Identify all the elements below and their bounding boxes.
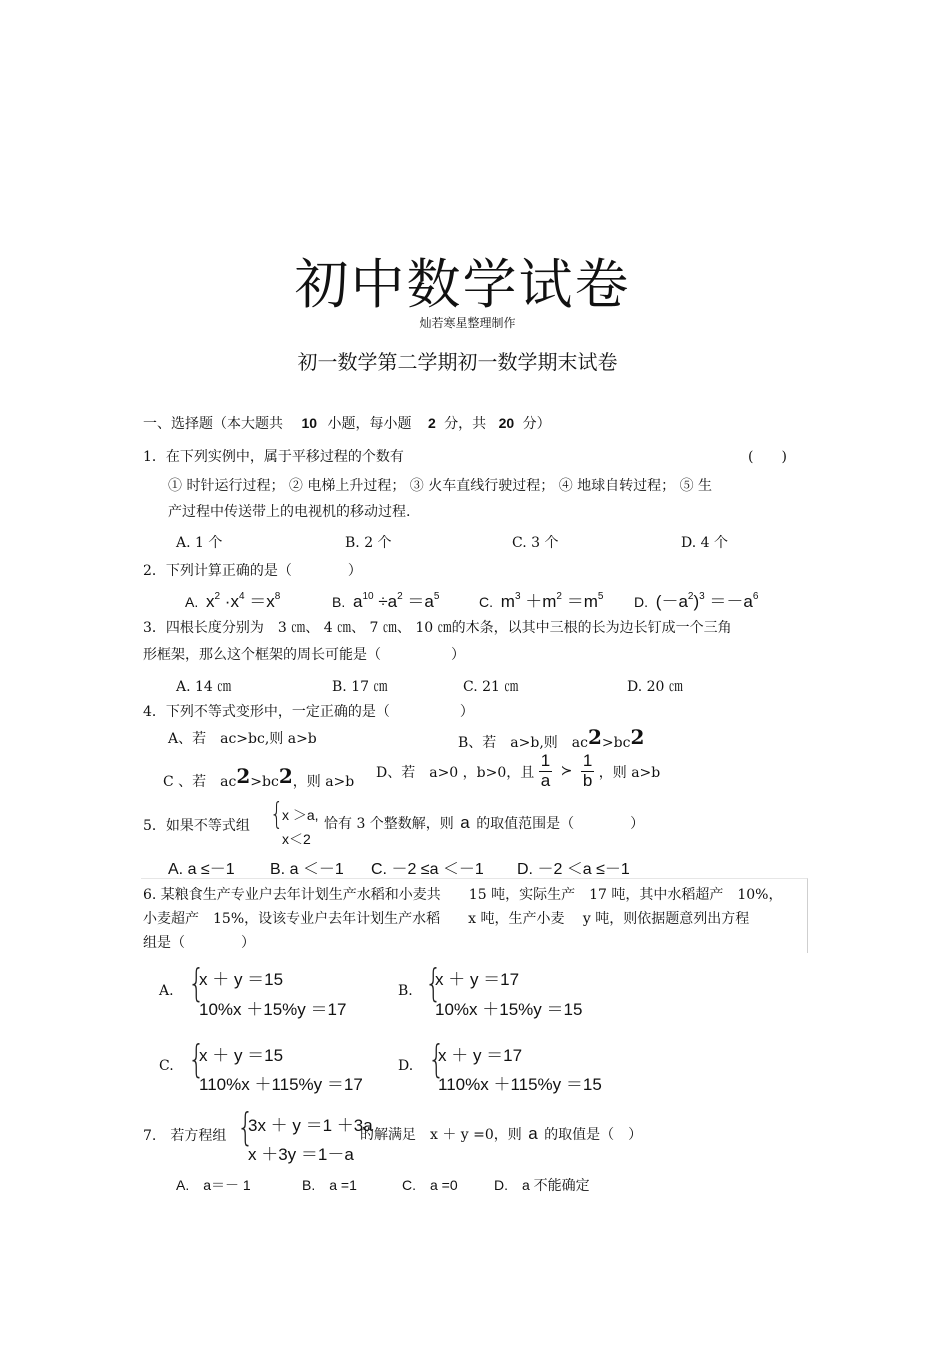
q4-option-c <box>163 764 355 791</box>
q3-option-c: C. 21 ㎝ <box>463 679 519 695</box>
q5-brace: { <box>270 797 284 832</box>
q5-system-line1: x ＞a, <box>282 807 319 823</box>
q7-stem-post <box>360 1124 642 1144</box>
q4-c-mid: >bc <box>250 774 279 790</box>
q4-d-frac1 <box>539 752 552 790</box>
q2-b-exp3: 5 <box>433 591 440 602</box>
q1-stem: 1．在下列实例中，属于平移过程的个数有 <box>143 449 404 465</box>
q2-c-label: C. <box>479 594 493 610</box>
q2-option-d <box>634 587 758 612</box>
q2-d-eq: ＝－a <box>704 592 753 611</box>
q5-stem-end: 的取值范围是（ ） <box>476 816 645 832</box>
q2-a-exp2: 4 <box>238 591 245 602</box>
q2-b-base: a <box>353 592 363 611</box>
q1-paren: ( ) <box>748 449 787 465</box>
q5-option-a: A. a ≤－1 <box>168 861 235 878</box>
q3-option-d: D. 20 ㎝ <box>627 679 683 695</box>
q2-d-mid: ) <box>693 592 700 611</box>
q6-b-brace: { <box>425 961 442 1005</box>
q2-a-label: A. <box>185 594 199 610</box>
q4-d-frac1-den: a <box>540 770 551 790</box>
q2-option-b <box>332 587 439 612</box>
q7-stem-mid: 的解满足 x ＋ y =0，则 <box>360 1127 522 1143</box>
q4-d-pre: D、若 a>0 ，b>0，且 <box>376 765 535 782</box>
section-heading-prefix: 一、选择题（本大题共 <box>143 416 283 432</box>
q6-c-line2: 110%x ＋115%y ＝17 <box>199 1075 363 1094</box>
q4-d-frac2-num: 1 <box>582 751 593 770</box>
section-mid1: 小题，每小题 <box>327 416 412 432</box>
q2-c-exp3: 5 <box>597 591 604 602</box>
q4-d-frac2 <box>581 752 594 790</box>
q2-stem: 2．下列计算正确的是（ ） <box>143 563 362 579</box>
q4-c-pre: C 、若 ac <box>163 774 237 790</box>
q4-option-d <box>376 752 660 790</box>
q7-stem-pre: 7. 若方程组 <box>143 1128 227 1144</box>
q6-option-a-label: A. <box>159 983 174 999</box>
q6-d-brace: { <box>428 1037 445 1081</box>
q6-option-c-label: C. <box>159 1058 174 1074</box>
q1-option-b: B. 2 个 <box>345 535 392 551</box>
exam-title: 初一数学第二学期初一数学期末试卷 <box>297 350 618 374</box>
q2-d-exp3: 6 <box>752 591 759 602</box>
q4-d-post: ，则 a>b <box>598 765 661 782</box>
q6-c-line1: x ＋ y ＝15 <box>199 1046 284 1065</box>
q3-line1: 3．四根长度分别为 3 ㎝、 4 ㎝、 7 ㎝、 10 ㎝的木条，以其中三根的长为边长钉成一个三角 <box>143 620 732 636</box>
q2-c-mid: ＋m <box>520 592 557 611</box>
q4-d-frac2-den: b <box>582 770 593 790</box>
q6-b-line2: 10%x ＋15%y ＝15 <box>435 1000 583 1019</box>
q7-option-b: B. a =1 <box>302 1177 357 1193</box>
q4-stem: 4．下列不等式变形中，一定正确的是（ ） <box>143 704 474 720</box>
q2-d-exp2: 3 <box>699 591 705 602</box>
q2-option-a <box>185 587 280 612</box>
q5-stem-pre: 5．如果不等式组 <box>143 818 250 834</box>
q7-stem-end: 的取值是（ ） <box>544 1127 643 1143</box>
q6-line3: 组是（ ） <box>143 935 255 951</box>
q2-option-c <box>479 587 603 612</box>
q3-line2: 形框架，那么这个框架的周长可能是（ ） <box>143 647 465 663</box>
q2-b-exp2: 2 <box>397 591 403 602</box>
q2-d-exp1: 2 <box>687 591 694 602</box>
q2-c-eq: ＝m <box>561 592 598 611</box>
q6-d-line2: 110%x ＋115%y ＝15 <box>438 1075 602 1094</box>
q3-option-b: B. 17 ㎝ <box>332 679 388 695</box>
q2-a-base: x <box>206 592 215 611</box>
q7-option-d: D. a 不能确定 <box>494 1177 590 1193</box>
q7-variable: a <box>528 1124 538 1143</box>
q4-b-glyph2: 2 <box>630 725 645 749</box>
q2-a-exp1: 2 <box>214 591 221 602</box>
section-total: 20 <box>498 415 515 431</box>
q4-b-pre: B、若 a>b,则 ac <box>458 735 588 751</box>
section-points: 2 <box>427 415 436 431</box>
q5-system-line2: x＜2 <box>282 831 311 847</box>
q4-c-post: ，则 a>b <box>292 774 355 790</box>
q7-system-line2: x ＋3y ＝1－a <box>248 1145 354 1164</box>
q2-d-base: (－a <box>655 592 688 611</box>
q1-option-c: C. 3 个 <box>512 535 559 551</box>
q6-line1: 6. 某粮食生产专业户去年计划生产水稻和小麦共 15 吨，实际生产 17 吨，其中水稻超产 10%， <box>143 887 783 903</box>
q6-option-d-label: D. <box>398 1058 414 1074</box>
q6-a-brace: { <box>188 961 205 1005</box>
q4-b-glyph1: 2 <box>587 725 602 749</box>
q7-option-a: A. a＝－ 1 <box>176 1177 251 1193</box>
main-title: 初中数学试卷 <box>294 253 631 316</box>
q2-a-eq: ＝x <box>244 592 275 611</box>
q4-c-glyph2: 2 <box>278 764 293 788</box>
section-count: 10 <box>301 415 318 431</box>
q6-d-line1: x ＋ y ＝17 <box>438 1046 523 1065</box>
q6-a-line1: x ＋ y ＝15 <box>199 970 284 989</box>
q1-items-line2: 产过程中传送带上的电视机的移动过程. <box>168 504 411 520</box>
q5-option-b: B. a ＜－1 <box>270 861 344 878</box>
q4-option-b <box>458 725 645 752</box>
q5-stem-post <box>324 813 644 833</box>
q4-option-a: A、若 ac>bc,则 a>b <box>168 731 317 747</box>
q2-c-exp2: 2 <box>556 591 562 602</box>
q6-option-b-label: B. <box>398 983 413 999</box>
q2-c-base: m <box>500 592 515 611</box>
q1-option-a: A. 1 个 <box>176 535 223 551</box>
subtitle: 灿若寒星整理制作 <box>419 316 516 330</box>
q4-b-mid: >bc <box>601 735 631 751</box>
section-heading <box>143 413 551 433</box>
q4-d-relation: ≻ <box>560 763 573 780</box>
q5-option-c: C. －2 ≤a ＜－1 <box>371 861 484 878</box>
q6-line2: 小麦超产 15%，设该专业户去年计划生产水稻 x 吨，生产小麦 y 吨，则依据题意列出方程 <box>143 911 750 927</box>
q2-b-mid: ÷a <box>373 592 398 611</box>
q7-system-line1: 3x ＋ y ＝1 ＋3a <box>248 1116 373 1135</box>
q5-stem-post-text: 恰有 3 个整数解，则 <box>324 816 454 832</box>
q7-brace: { <box>237 1105 254 1149</box>
q2-a-exp3: 8 <box>274 591 281 602</box>
q5-option-d: D. －2 ＜a ≤－1 <box>517 861 630 878</box>
q4-d-frac1-num: 1 <box>540 751 551 770</box>
q2-d-label: D. <box>634 594 648 610</box>
q2-b-eq: ＝a <box>402 592 434 611</box>
q2-c-exp1: 3 <box>514 591 521 602</box>
q7-option-c: C. a =0 <box>402 1177 458 1193</box>
q3-option-a: A. 14 ㎝ <box>176 679 232 695</box>
q6-a-line2: 10%x ＋15%y ＝17 <box>199 1000 347 1019</box>
section-mid2: 分，共 <box>444 416 487 432</box>
q1-option-d: D. 4 个 <box>681 535 728 551</box>
q2-b-exp1: 10 <box>362 591 374 602</box>
q5-variable: a <box>460 813 470 832</box>
q2-a-mid: ·x <box>220 592 239 611</box>
q2-b-label: B. <box>332 594 346 610</box>
q6-b-line1: x ＋ y ＝17 <box>435 970 520 989</box>
q4-c-glyph1: 2 <box>236 764 251 788</box>
q6-c-brace: { <box>188 1037 205 1081</box>
section-suffix: 分） <box>522 416 551 432</box>
q1-items-line1: ① 时针运行过程； ② 电梯上升过程； ③ 火车直线行驶过程； ④ 地球自转过程； ⑤ 生 <box>168 478 713 494</box>
